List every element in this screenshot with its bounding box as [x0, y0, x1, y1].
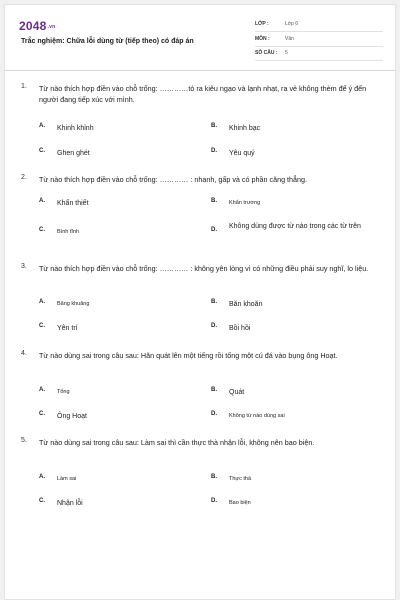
option-text: Không dùng được từ nào trong các từ trên	[229, 223, 361, 230]
meta-question-count	[255, 47, 383, 61]
option-letter: B.	[211, 123, 217, 129]
option-text: Ghen ghét	[57, 150, 90, 157]
option-letter: C.	[39, 148, 45, 154]
question-number: 3.	[21, 263, 27, 270]
option-letter: D.	[211, 323, 217, 329]
option-letter: A.	[39, 474, 45, 480]
question-text: Từ nào thích hợp điền vào chỗ trống: …………tỏ ra kiêu ngạo và lạnh nhạt, ra vẻ không thèm để ý đến người đang tiếp xúc với mình.	[39, 84, 367, 104]
option-text: Yêu quý	[229, 150, 255, 157]
option-letter: C.	[39, 323, 45, 329]
option-letter: A.	[39, 299, 45, 305]
question-text: Từ nào thích hợp điền vào chỗ trống: ………… : không yên lòng vì có những điều phải suy nghĩ, lo liệu.	[39, 264, 369, 273]
meta-value: Văn	[285, 36, 294, 42]
logo-suffix: .vn	[47, 23, 56, 30]
question-number: 5.	[21, 437, 27, 444]
option-letter: C.	[39, 411, 45, 417]
option-text: Không từ nào dùng sai	[229, 413, 285, 419]
logo-main: 2048	[19, 19, 47, 33]
option-letter: B.	[211, 198, 217, 204]
option-text: Khinh khỉnh	[57, 125, 94, 132]
option-text: Quát	[229, 389, 245, 396]
option-letter: D.	[211, 498, 217, 504]
option-text: Bình tĩnh	[57, 229, 80, 235]
option-letter: D.	[211, 148, 217, 154]
option-letter: B.	[211, 299, 217, 305]
option-text: Bồi hồi	[229, 325, 251, 332]
meta-value: Lớp 6	[285, 21, 299, 27]
question-number: 1.	[21, 83, 27, 90]
document-title: Trắc nghiệm: Chữa lỗi dùng từ (tiếp theo) có đáp án	[21, 38, 194, 45]
question-text: Từ nào dùng sai trong câu sau: Làm sai thì cần thực thà nhận lỗi, không nên bao biện.	[39, 438, 315, 447]
question-number: 4.	[21, 350, 27, 357]
option-letter: B.	[211, 474, 217, 480]
option-letter: D.	[211, 227, 217, 233]
option-text: Yên trí	[57, 325, 78, 332]
question-text: Từ nào thích hợp điền vào chỗ trống: ………… : nhanh, gấp và có phần căng thẳng.	[39, 175, 308, 184]
option-letter: C.	[39, 498, 45, 504]
option-text: Thực thà	[229, 476, 252, 482]
option-letter: A.	[39, 387, 45, 393]
site-logo[interactable]	[19, 19, 55, 33]
option-text: Khẩn thiết	[57, 200, 89, 207]
question-text: Từ nào dùng sai trong câu sau: Hăn quát lên một tiếng rồi tống một cú đá vào bụng ông Hoạt.	[39, 351, 338, 360]
option-text: Băn khoăn	[229, 301, 263, 308]
meta-value: 5	[285, 50, 288, 56]
option-text: Khẩn trương	[229, 200, 261, 206]
option-letter: A.	[39, 198, 45, 204]
option-letter: C.	[39, 227, 45, 233]
meta-key: MÔN :	[255, 36, 270, 42]
option-text: Làm sai	[57, 476, 77, 482]
option-text: Bao biện	[229, 500, 251, 506]
meta-key: SỐ CÂU :	[255, 50, 278, 56]
option-text: Băng khuăng	[57, 301, 90, 307]
worksheet-page	[4, 4, 396, 600]
question-number: 2.	[21, 174, 27, 181]
option-letter: A.	[39, 123, 45, 129]
meta-subject	[255, 33, 383, 47]
worksheet-header	[5, 5, 395, 71]
option-text: Ông Hoạt	[57, 413, 87, 420]
option-text: Tống	[57, 389, 70, 395]
option-text: Nhận lỗi	[57, 500, 83, 507]
option-letter: B.	[211, 387, 217, 393]
meta-class	[255, 18, 383, 32]
option-text: Khinh bạc	[229, 125, 261, 132]
meta-key: LỚP :	[255, 21, 269, 27]
option-letter: D.	[211, 411, 217, 417]
